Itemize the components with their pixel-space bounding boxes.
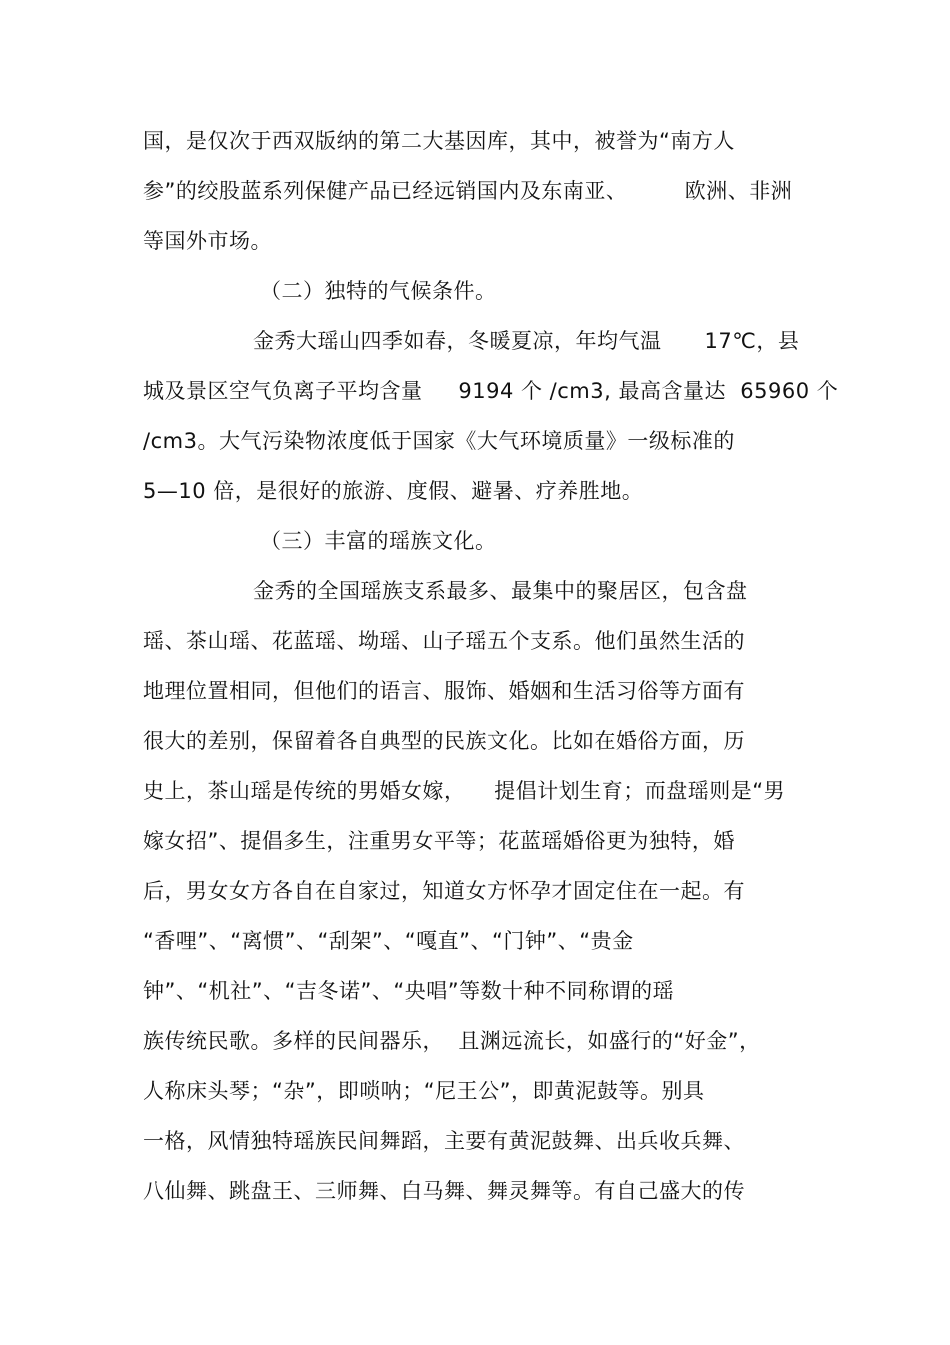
text-line: 八仙舞、跳盘王、三师舞、白马舞、舞灵舞等。有自己盛大的传 (143, 1179, 745, 1203)
text-line: 族传统民歌。多样的民间器乐， 且渊远流长，如盛行的“好金”， (143, 1029, 761, 1053)
text-line: 嫁女招”、提倡多生，注重男女平等；花蓝瑶婚俗更为独特，婚 (143, 829, 735, 853)
text-line: 地理位置相同，但他们的语言、服饰、婚姻和生活习俗等方面有 (143, 679, 745, 703)
text-line: 城及景区空气负离子平均含量 9194 个 /cm3, 最高含量达 65960 个 (143, 379, 839, 403)
paragraph-start: 金秀的全国瑶族支系最多、最集中的聚居区，包含盘 (253, 579, 748, 603)
text-line: 后，男女女方各自在自家过，知道女方怀孕才固定住在一起。有 (143, 879, 745, 903)
text-line: 一格，风情独特瑶族民间舞蹈，主要有黄泥鼓舞、出兵收兵舞、 (143, 1129, 745, 1153)
text-line: 人称床头琴；“杂”，即唢呐；“尼王公”，即黄泥鼓等。别具 (143, 1079, 705, 1103)
section-heading: （三）丰富的瑶族文化。 (260, 529, 497, 553)
text-line: 参”的绞股蓝系列保健产品已经远销国内及东南亚、 欧洲、非洲 (143, 179, 793, 203)
text-line: 很大的差别，保留着各自典型的民族文化。比如在婚俗方面，历 (143, 729, 745, 753)
text-line: 钟”、“机社”、“吉冬诺”、“央唱”等数十种不同称谓的瑶 (143, 979, 675, 1003)
text-line: /cm3。大气污染物浓度低于国家《大气环境质量》一级标准的 (143, 429, 735, 453)
text-line: 等国外市场。 (143, 229, 272, 253)
text-line: 5—10 倍，是很好的旅游、度假、避暑、疗养胜地。 (143, 479, 644, 503)
paragraph-start: 金秀大瑶山四季如春，冬暖夏凉，年均气温 17℃，县 (253, 329, 800, 353)
text-line: 史上，茶山瑶是传统的男婚女嫁， 提倡计划生育；而盘瑶则是“男 (143, 779, 786, 803)
text-line: 国，是仅次于西双版纳的第二大基因库，其中，被誉为“南方人 (143, 129, 735, 153)
text-line: “香哩”、“离惯”、“刮架”、“嘎直”、“门钟”、“贵金 (143, 929, 634, 953)
section-heading: （二）独特的气候条件。 (260, 279, 497, 303)
text-line: 瑶、茶山瑶、花蓝瑶、坳瑶、山子瑶五个支系。他们虽然生活的 (143, 629, 745, 653)
